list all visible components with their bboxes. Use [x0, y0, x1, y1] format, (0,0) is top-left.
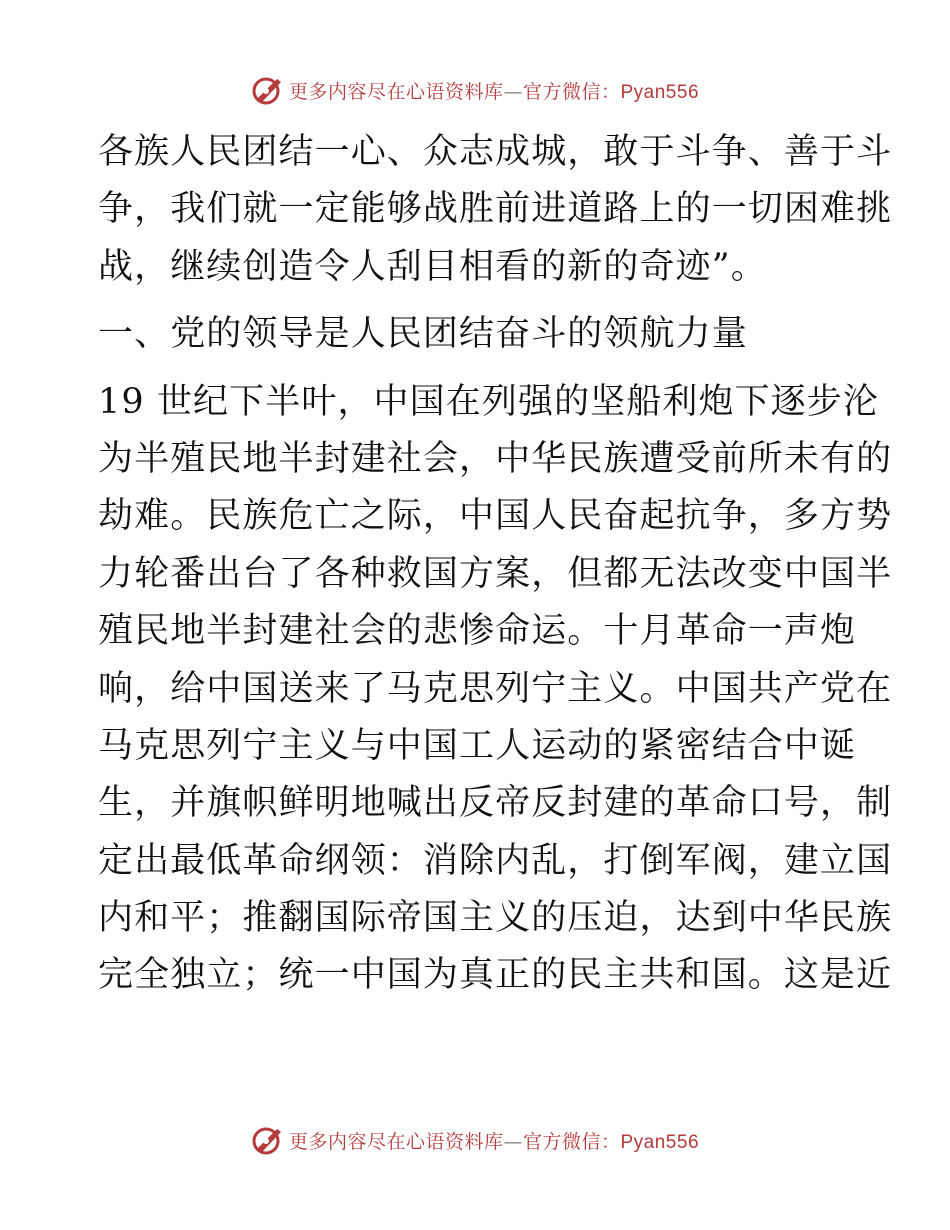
paragraph-line: 定出最低革命纲领：消除内乱，打倒军阀，建立国 — [98, 840, 893, 881]
footer-banner — [0, 1120, 950, 1160]
body-line: 战，继续创造令人刮目相看的新的奇迹”。 — [98, 246, 767, 287]
pen-logo-icon — [251, 73, 285, 107]
header-brand: 更多内容尽在心语资料库 — [288, 80, 504, 103]
paragraph-line: 殖民地半封建社会的悲惨命运。十月革命一声炮 — [98, 611, 857, 652]
body-line: 各族人民团结一心、众志成城，敢于斗争、善于斗 — [98, 132, 893, 172]
paragraph-line: 响，给中国送来了马克思列宁主义。中国共产党在 — [98, 668, 893, 709]
body-line: 争，我们就一定能够战胜前进道路上的一切困难挑 — [98, 189, 893, 230]
paragraph-line: 力轮番出台了各种救国方案，但都无法改变中国半 — [98, 553, 893, 594]
paragraph-line: 内和平；推翻国际帝国主义的压迫，达到中华民族 — [98, 898, 893, 939]
section-heading: 一、党的领导是人民团结奋斗的领航力量 — [98, 314, 748, 355]
header-text — [289, 77, 699, 104]
footer-contact-id: Pyan556 — [620, 1131, 700, 1153]
footer-dash: — — [503, 1130, 523, 1153]
pen-logo-icon — [251, 1123, 285, 1157]
paragraph-line: 为半殖民地半封建社会，中华民族遭受前所未有的 — [98, 438, 893, 479]
footer-brand: 更多内容尽在心语资料库 — [288, 1130, 504, 1153]
header-contact-label: 官方微信： — [522, 80, 621, 103]
document-body — [98, 124, 893, 1005]
paragraph-line: 完全独立；统一中国为真正的民主共和国。这是近 — [98, 955, 893, 996]
header-banner — [0, 70, 950, 110]
paragraph-line: 19 世纪下半叶，中国在列强的坚船利炮下逐步沦 — [98, 381, 879, 422]
paragraph-line: 生，并旗帜鲜明地喊出反帝反封建的革命口号，制 — [98, 783, 893, 824]
header-contact-id: Pyan556 — [620, 81, 700, 103]
header-dash: — — [503, 80, 523, 103]
paragraph-line: 劫难。民族危亡之际，中国人民奋起抗争，多方势 — [98, 496, 893, 537]
paragraph-line: 马克思列宁主义与中国工人运动的紧密结合中诞 — [98, 725, 857, 766]
footer-contact-label: 官方微信： — [522, 1130, 621, 1153]
footer-text — [289, 1127, 699, 1154]
